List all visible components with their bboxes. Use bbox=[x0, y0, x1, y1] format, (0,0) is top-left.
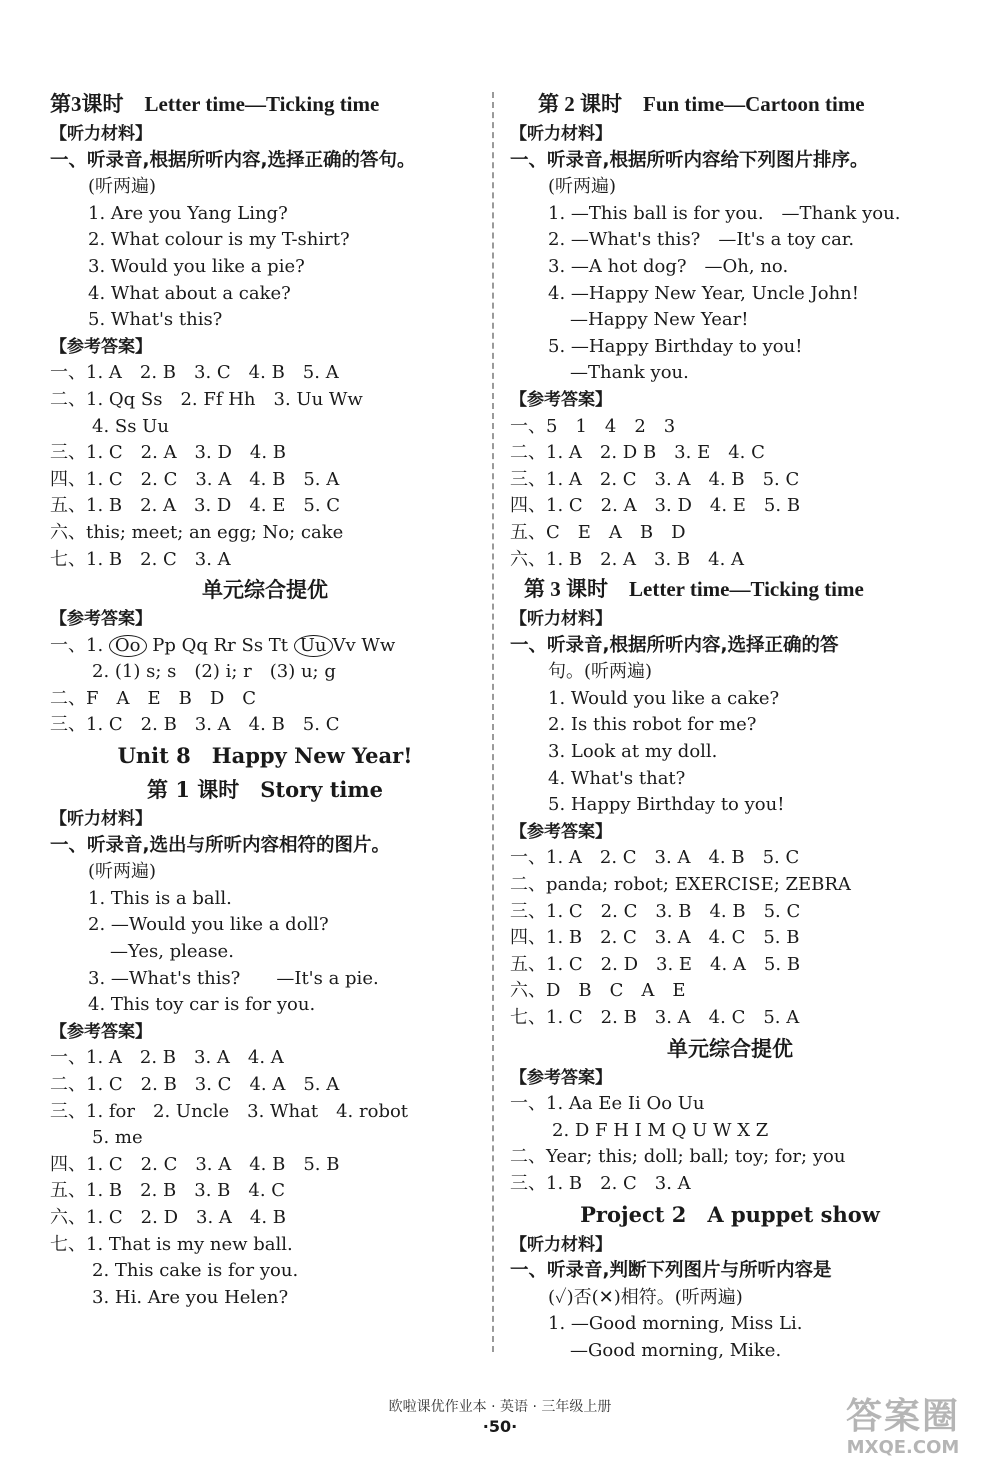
answer-line: 五、1. B 2. A 3. D 4. E 5. C bbox=[50, 495, 341, 517]
script-line: 3. Would you like a pie? bbox=[88, 255, 305, 277]
watermark-logo bbox=[828, 1397, 978, 1463]
answer-line: 七、1. That is my new ball. bbox=[50, 1233, 293, 1255]
answer-line: 六、this; meet; an egg; No; cake bbox=[50, 521, 344, 543]
answer-line: 一、1. A 2. B 3. C 4. B 5. A bbox=[50, 362, 339, 384]
question-title-cont: (✓)否(✕)相符。(听两遍) bbox=[548, 1286, 743, 1308]
answer-line: 二、panda; robot; EXERCISE; ZEBRA bbox=[510, 874, 851, 896]
watermark-url: MXQE.COM bbox=[846, 1437, 960, 1458]
page-number: ·50· bbox=[482, 1417, 518, 1436]
section-label: 【参考答案】 bbox=[50, 336, 152, 357]
answer-line: 六、1. B 2. A 3. B 4. A bbox=[510, 548, 745, 570]
question-title: 一、听录音,根据所听内容给下列图片排序。 bbox=[510, 149, 869, 171]
answer-line: 五、C E A B D bbox=[510, 521, 686, 543]
answer-line: 三、1. for 2. Uncle 3. What 4. robot bbox=[50, 1100, 409, 1122]
lesson-title: 第 2 课时 Fun time—Cartoon time bbox=[538, 92, 865, 116]
section-title: 单元综合提优 bbox=[202, 577, 328, 603]
answer-line: 一、1. A 2. B 3. A 4. A bbox=[50, 1047, 284, 1069]
answer-line: 二、1. C 2. B 3. C 4. A 5. A bbox=[50, 1074, 340, 1095]
answer-line: 二、F A E B D C bbox=[50, 687, 257, 709]
answer-line: 4. Ss Uu bbox=[92, 415, 169, 437]
answer-line: 三、1. C 2. B 3. A 4. B 5. C bbox=[50, 714, 340, 736]
lesson-title: 第 3 课时 Letter time—Ticking time bbox=[524, 577, 864, 602]
answer-line: 三、1. B 2. C 3. A bbox=[510, 1172, 691, 1194]
section-label: 【听力材料】 bbox=[510, 609, 612, 630]
project-title: Project 2 A puppet show bbox=[580, 1201, 880, 1227]
script-line: 2. Is this robot for me? bbox=[548, 714, 757, 736]
answer-line: 二、1. Qq Ss 2. Ff Hh 3. Uu Ww bbox=[50, 388, 363, 410]
answer-line: 七、1. B 2. C 3. A bbox=[50, 548, 231, 570]
left-column bbox=[50, 88, 480, 1311]
right-column bbox=[510, 88, 950, 1365]
section-title: 单元综合提优 bbox=[667, 1035, 793, 1061]
question-title: 一、听录音,判断下列图片与所听内容是 bbox=[510, 1260, 832, 1282]
answer-line: 一、1. A 2. C 3. A 4. B 5. C bbox=[510, 847, 800, 869]
answer-line: 一、1. Aa Ee Ii Oo Uu bbox=[510, 1093, 705, 1115]
script-line: 1. —Good morning, Miss Li. bbox=[548, 1313, 803, 1335]
answer-line: 三、1. A 2. C 3. A 4. B 5. C bbox=[510, 468, 800, 490]
column-divider bbox=[492, 92, 494, 1352]
answer-line: 2. This cake is for you. bbox=[92, 1260, 299, 1282]
section-label: 【参考答案】 bbox=[510, 821, 612, 842]
script-line: 5. Happy Birthday to you! bbox=[548, 794, 785, 816]
script-line: —Good morning, Mike. bbox=[570, 1339, 782, 1361]
circled-letter: Uu bbox=[294, 635, 333, 657]
script-line: 4. What's that? bbox=[548, 767, 686, 789]
answer-line: 三、1. C 2. C 3. B 4. B 5. C bbox=[510, 900, 801, 922]
answer-line: 2. (1) s; s (2) i; r (3) u; g bbox=[92, 661, 336, 683]
script-line: —Happy New Year! bbox=[570, 309, 749, 331]
answer-line: 七、1. C 2. B 3. A 4. C 5. A bbox=[510, 1007, 800, 1028]
section-label: 【听力材料】 bbox=[510, 124, 612, 144]
unit-title: Unit 8 Happy New Year! bbox=[117, 743, 413, 769]
book-footer: 欧啦课优作业本 · 英语 · 三年级上册 bbox=[388, 1399, 612, 1415]
script-line: 2. —Would you like a doll? bbox=[88, 914, 329, 936]
section-label: 【参考答案】 bbox=[510, 1067, 612, 1088]
answer-line: 3. Hi. Are you Helen? bbox=[92, 1286, 289, 1308]
answer-line: 2. D F H I M Q U W X Z bbox=[552, 1119, 769, 1141]
answer-line: 四、1. B 2. C 3. A 4. C 5. B bbox=[510, 927, 800, 949]
question-title: 一、听录音,选出与所听内容相符的图片。 bbox=[50, 834, 391, 856]
script-line: 1. This is a ball. bbox=[88, 887, 232, 909]
answer-line: 四、1. C 2. C 3. A 4. B 5. A bbox=[50, 468, 340, 490]
note: (听两遍) bbox=[88, 176, 157, 198]
section-label: 【听力材料】 bbox=[510, 1234, 612, 1255]
script-line: 5. What's this? bbox=[88, 309, 223, 331]
script-line: 2. —What's this? —It's a toy car. bbox=[548, 229, 855, 251]
answer-line: 五、1. B 2. B 3. B 4. C bbox=[50, 1180, 286, 1202]
script-line: 4. What about a cake? bbox=[88, 282, 291, 304]
section-label: 【听力材料】 bbox=[50, 809, 152, 830]
script-line: 2. What colour is my T-shirt? bbox=[88, 229, 350, 251]
letter-sequence: Vv Ww bbox=[332, 634, 396, 656]
answer-line bbox=[50, 633, 480, 660]
script-line: 5. —Happy Birthday to you! bbox=[548, 335, 803, 357]
script-line: 1. Would you like a cake? bbox=[548, 687, 780, 709]
script-line: 1. —This ball is for you. —Thank you. bbox=[548, 202, 901, 224]
note: (听两遍) bbox=[548, 176, 617, 198]
note: (听两遍) bbox=[88, 861, 157, 883]
section-label: 【参考答案】 bbox=[50, 1021, 152, 1042]
lesson-title: 第 1 课时 Story time bbox=[147, 777, 383, 803]
script-line: 3. —A hot dog? —Oh, no. bbox=[548, 255, 789, 277]
script-line: —Thank you. bbox=[570, 362, 689, 384]
script-line: 3. —What's this? —It's a pie. bbox=[88, 967, 379, 989]
script-line: 1. Are you Yang Ling? bbox=[88, 202, 288, 224]
script-line: 3. Look at my doll. bbox=[548, 741, 718, 763]
section-label: 【参考答案】 bbox=[50, 609, 152, 630]
answer-line: 六、1. C 2. D 3. A 4. B bbox=[50, 1206, 287, 1228]
section-label: 【听力材料】 bbox=[50, 124, 152, 144]
question-title-cont: 句。(听两遍) bbox=[548, 661, 653, 683]
watermark-text: 答案圈 bbox=[845, 1396, 960, 1437]
answer-line: 四、1. C 2. C 3. A 4. B 5. B bbox=[50, 1153, 340, 1175]
question-title: 一、听录音,根据所听内容,选择正确的答 bbox=[510, 634, 839, 656]
lesson-title: 第3课时 Letter time—Ticking time bbox=[50, 92, 380, 116]
script-line: —Yes, please. bbox=[110, 941, 234, 963]
question-title: 一、听录音,根据所听内容,选择正确的答句。 bbox=[50, 149, 416, 171]
answer-line: 五、1. C 2. D 3. E 4. A 5. B bbox=[510, 953, 801, 975]
section-label: 【参考答案】 bbox=[510, 389, 612, 410]
answer-line: 5. me bbox=[92, 1127, 143, 1149]
script-line: 4. This toy car is for you. bbox=[88, 994, 316, 1016]
circled-letter: Oo bbox=[109, 635, 147, 657]
answer-line: 二、1. A 2. D B 3. E 4. C bbox=[510, 442, 765, 464]
answer-line: 六、D B C A E bbox=[510, 980, 686, 1002]
answer-line: 四、1. C 2. A 3. D 4. E 5. B bbox=[510, 495, 801, 517]
answer-prefix: 一、1. bbox=[50, 634, 104, 656]
answer-line: 二、Year; this; doll; ball; toy; for; you bbox=[510, 1146, 846, 1168]
script-line: 4. —Happy New Year, Uncle John! bbox=[548, 282, 860, 304]
answer-line: 一、5 1 4 2 3 bbox=[510, 415, 676, 437]
letter-sequence: Pp Qq Rr Ss Tt bbox=[152, 634, 289, 656]
answer-line: 三、1. C 2. A 3. D 4. B bbox=[50, 442, 287, 464]
